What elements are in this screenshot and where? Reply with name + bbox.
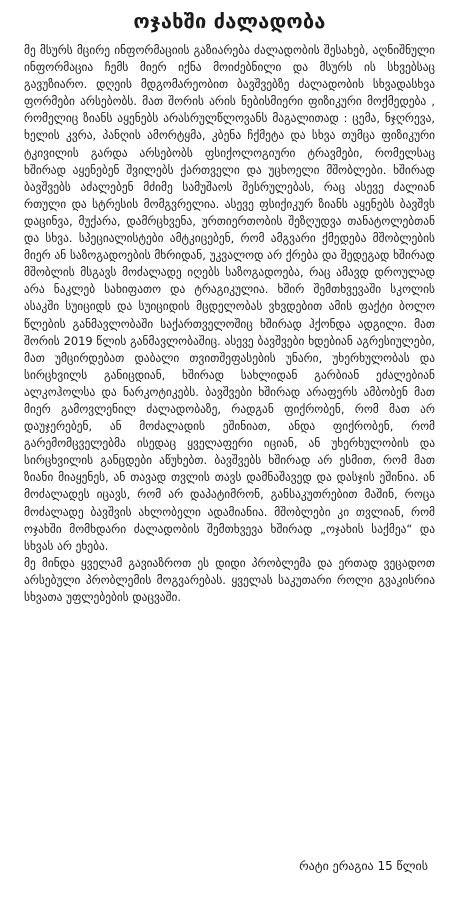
author-signature: რატი ერაგია 15 წლის <box>299 859 428 873</box>
article-paragraph: მე მსურს მცირე ინფორმაციის გაზიარება ძალადობის შესახებ, აღნიშნული ინფორმაცია ჩემს მიერ იქნა მოიძებნილი და მსურს ის სხვებსაც გავუზიარო. დღეის მდგომარეობით ბავშვებზე ძალადობის სხვადასხვა ფორმები არსებობს. მათ შორის არის ნებისმიერი ფიზიკური მოქმედება , რომელიც ზიანს აყენებს არასრულწლოვანს მაგალითად : ცემა, ნჯღრევა, ხელის კვრა, პანღის ამორტყმა, კბენა ჩქმეტა და სხვა თუმცა ფიზიკური ტკივილის გარდა არსებობს ფსიქოლოგიური ტრავმები, რომელსაც ხშირად აყენებენ შვილებს ქართველი და უცხოელი მშობლები. ხშირად ბავშვებს აძალებენ მძიმე სამუშაოს შესრულებას, რაც ასევე ძალიან რთული და სტრესის მომგვრელია. ასევე ფსიქიკურ ზიანს აყენებს ბავშვს დაცინვა, მუქარა, დამრცხვენა, ურთიერთობის შეზღუდვა თანატოლებთან და სხვა. სპეციალისტები ამტკიცებენ, რომ ამგვარი ქმედება მშობლების მიერ ან საზოგადოების მხრიდან, უკვალოდ არ ქრება და შედეგად ხშირად მშობლის მსგავს მოძალადე იღებს საზოგადოება, რაც ამავდ დროულად არა ნაკლებ სახიფათო და ტრაგიკულია. ხშირ შემთხვევაში სკოლის ასაკში სუიციდს და სუიციდის მცდელობას ვხვდებით ამის ფაქტი ბოლო წლების განმავლობაში საქართველოშიც ხშირად ჰქონდა ადგილი. მათ შორის 2019 წლის განმავლობაშიც. ასევე ბავშვები ხდებიან აგრესიულები, მათ უმცირდებათ დაბალი თვითშეფასების უნარი, უხერხულობას და სირცხვილს განიცდიან, ხშირად სახლიდან გარბიან ეძალებიან ალკოჰოლსა და ნარკოტიკებს. ბავშვები ხშირად არაფერს ამბობენ მათ მიერ გამოვლენილ ძალადობაზე, რადგან ფიქრობენ, რომ მათ არ დაუჯერებენ, ან მოძალადის ეშინიათ, ანდა ფიქრობენ, რომ გარემომცველებმა ისედაც ყველაფერი იციან, ან უხერხულობის და სირცხვილის განცდები აწუხებთ. ბავშვებს ხშირად არ ესმით, რომ მათ ზიანი მიაყენეს, ან თავად თვლის თავს დამნაშავედ და დასჯის ეშინია. ან მოძალადეს იცავს, რომ არ დაპატიმრონ, განსაკუთრებით მაშინ, როცა მოძალადე ბავშვის ახლობელი ადამიანია. მშობლები კი თვლიან, რომ ოჯახში მომხდარი ძალადობის შემთხვევა ხშირად „ოჯახის საქმეა“ და სხვას არ ეხება. <box>24 43 435 553</box>
article-body <box>24 42 435 606</box>
article-paragraph: მე მინდა ყველამ გავიაზროთ ეს დიდი პრობლემა და ერთად ვეცადოთ არსებული პრობლემის მოგვარებას. ყველას საკუთარი როლი გვაკისრია სხვათა უფლებების დაცვაში. <box>24 555 435 604</box>
page-title: ოჯახში ძალადობა <box>133 9 326 33</box>
